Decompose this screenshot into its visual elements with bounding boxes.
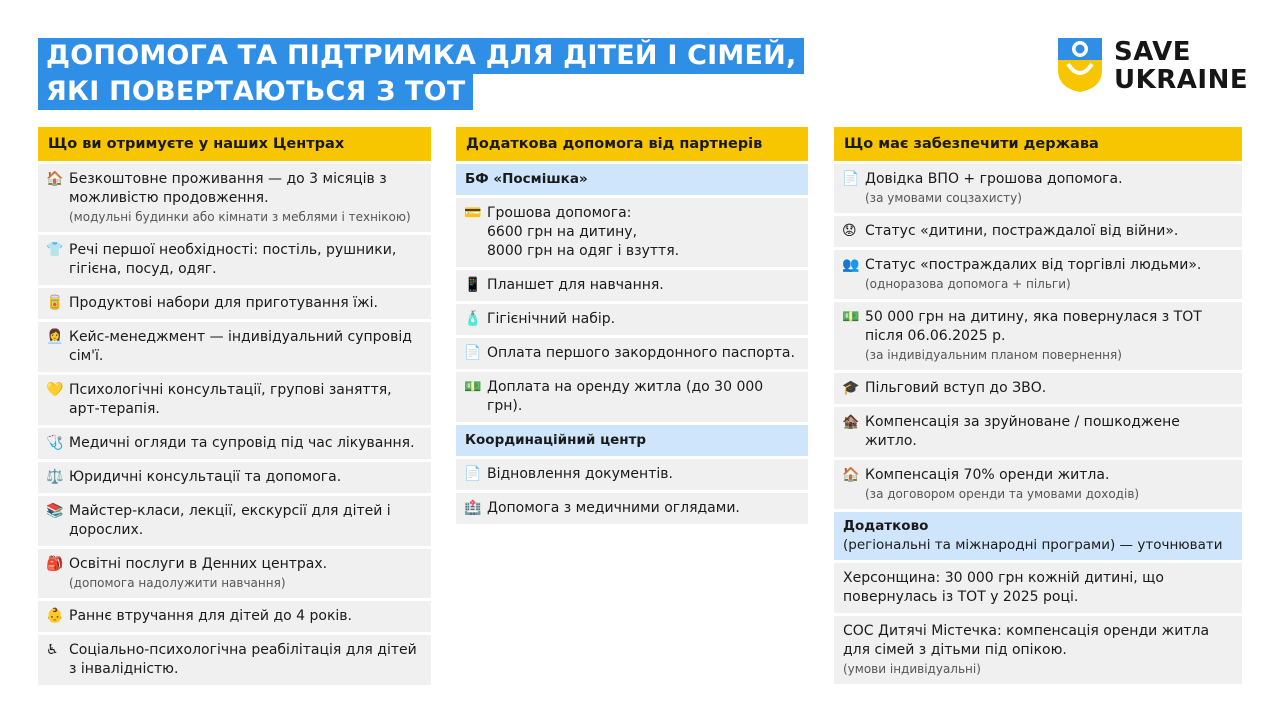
list-item — [834, 216, 1242, 247]
card-icon: 💳 — [464, 205, 482, 221]
item-body — [865, 466, 1234, 503]
list-item — [38, 549, 431, 598]
item-body — [69, 502, 423, 540]
item-body — [69, 641, 423, 679]
save-ukraine-logo — [1058, 38, 1248, 96]
posmishka-list — [456, 198, 808, 422]
page-title — [38, 38, 804, 110]
item-body — [865, 222, 1234, 241]
item-body — [69, 241, 423, 279]
item-body — [69, 328, 423, 366]
item-body — [865, 256, 1234, 293]
column-header: Додаткова допомога від партнерів — [456, 127, 808, 161]
people-icon: 👥 — [842, 257, 860, 273]
our-centers-list — [38, 164, 431, 685]
list-item — [456, 198, 808, 267]
logo-word-save: SAVE — [1114, 37, 1191, 67]
item-text: Гігієнічний набір. — [487, 311, 616, 327]
list-item — [834, 616, 1242, 684]
list-item — [834, 164, 1242, 213]
column-our-centers — [38, 127, 431, 688]
books-icon: 📚 — [46, 503, 64, 519]
item-body — [69, 170, 423, 226]
item-note: (допомога надолужити навчання) — [69, 576, 286, 590]
wheelchair-icon: ♿ — [46, 642, 59, 658]
list-item — [834, 302, 1242, 370]
additional-title: Додатково — [843, 518, 929, 534]
item-text: Раннє втручання для дітей до 4 років. — [69, 608, 353, 624]
logo-text — [1114, 38, 1248, 94]
list-item — [834, 407, 1242, 457]
hygiene-kit-icon: 🧴 — [464, 311, 482, 327]
item-body — [865, 379, 1234, 398]
backpack-icon: 🎒 — [46, 556, 64, 572]
column-header: Що ви отримуєте у наших Центрах — [38, 127, 431, 161]
document-icon: 📄 — [842, 171, 860, 187]
list-item — [456, 270, 808, 301]
item-body — [865, 170, 1234, 207]
item-body — [487, 465, 800, 484]
graduation-cap-icon: 🎓 — [842, 380, 860, 396]
list-item — [834, 460, 1242, 509]
list-item — [38, 462, 431, 493]
scales-icon: ⚖️ — [46, 469, 64, 485]
item-text: Психологічні консультації, групові заняття, арт-терапія. — [69, 382, 392, 417]
list-item — [456, 493, 808, 524]
money-icon: 💵 — [464, 379, 482, 395]
item-body — [487, 344, 800, 363]
additional-subtitle: (регіональні та міжнародні програми) — уточнювати — [843, 537, 1223, 553]
item-text: Грошова допомога: 6600 грн на дитину, 8000 грн на одяг і взуття. — [487, 205, 680, 259]
item-body — [69, 607, 423, 626]
item-text: Речі першої необхідності: постіль, рушники, гігієна, посуд, одяг. — [69, 242, 397, 277]
list-item — [38, 164, 431, 232]
item-body — [487, 378, 800, 416]
logo-word-ukraine: UKRAINE — [1114, 65, 1249, 95]
column-header: Що має забезпечити держава — [834, 127, 1242, 161]
item-text: Безкоштовне проживання — до 3 місяців з можливістю продовження. — [69, 171, 387, 206]
yellow-heart-icon: 💛 — [46, 382, 64, 398]
item-note: (за договором оренди та умовами доходів) — [865, 487, 1140, 501]
tablet-icon: 📱 — [464, 277, 482, 293]
item-body — [843, 622, 1234, 678]
item-body — [487, 276, 800, 295]
baby-icon: 👶 — [46, 608, 64, 624]
section-header-coordination-center: Координаційний центр — [456, 425, 808, 456]
item-text: Компенсація 70% оренди житла. — [865, 467, 1110, 483]
state-list — [834, 164, 1242, 509]
item-text: Кейс-менеджмент — індивідуальний супровід сім'ї. — [69, 329, 412, 364]
list-item — [456, 304, 808, 335]
money-icon: 💵 — [842, 309, 860, 325]
item-note: (модульні будинки або кімнати з меблями і технікою) — [69, 210, 411, 224]
item-note: (за індивідуальним планом повернення) — [865, 348, 1122, 362]
item-body — [69, 555, 423, 592]
item-text: Соціально-психологічна реабілітація для дітей з інвалідністю. — [69, 642, 417, 677]
document-icon: 📄 — [464, 466, 482, 482]
additional-list — [834, 563, 1242, 684]
item-text: Відновлення документів. — [487, 466, 673, 482]
item-body — [69, 434, 423, 453]
house-icon: 🏠 — [46, 171, 64, 187]
damaged-house-icon: 🏚️ — [842, 414, 860, 430]
item-note: (умови індивідуальні) — [843, 662, 981, 676]
item-text: Освітні послуги в Денних центрах. — [69, 556, 328, 572]
list-item — [834, 373, 1242, 404]
title-line-1: ДОПОМОГА ТА ПІДТРИМКА ДЛЯ ДІТЕЙ І СІМЕЙ, — [38, 38, 804, 74]
list-item — [456, 372, 808, 422]
section-header-posmishka: БФ «Посмішка» — [456, 164, 808, 195]
item-note: (за умовами соцзахисту) — [865, 191, 1022, 205]
coordination-center-list — [456, 459, 808, 524]
list-item — [456, 338, 808, 369]
item-text: Доплата на оренду житла (до 30 000 грн). — [487, 379, 764, 414]
logo-shield-icon — [1058, 38, 1102, 92]
item-text: Продуктові набори для приготування їжі. — [69, 295, 378, 311]
list-item — [38, 635, 431, 685]
list-item — [834, 250, 1242, 299]
item-text: Допомога з медичними оглядами. — [487, 500, 740, 516]
stethoscope-icon: 🩺 — [46, 435, 64, 451]
list-item — [38, 288, 431, 319]
list-item — [38, 428, 431, 459]
item-body — [69, 294, 423, 313]
hospital-icon: 🏥 — [464, 500, 482, 516]
list-item — [834, 563, 1242, 613]
column-state — [834, 127, 1242, 687]
list-item — [38, 601, 431, 632]
item-text: Статус «дитини, постраждалої від війни». — [865, 223, 1179, 239]
column-partners — [456, 127, 808, 527]
item-text: Оплата першого закордонного паспорта. — [487, 345, 795, 361]
item-body — [865, 413, 1234, 451]
item-body — [487, 499, 800, 518]
title-line-2: ЯКІ ПОВЕРТАЮТЬСЯ З ТОТ — [38, 74, 473, 110]
item-text: Пільговий вступ до ЗВО. — [865, 380, 1047, 396]
section-header-additional — [834, 512, 1242, 560]
document-icon: 📄 — [464, 345, 482, 361]
item-body — [843, 569, 1234, 607]
item-text: 50 000 грн на дитину, яка повернулася з ТОТ після 06.06.2025 р. — [865, 309, 1202, 344]
item-text: СОС Дитячі Містечка: компенсація оренди житла для сімей з дітьми під опікою. — [843, 623, 1210, 658]
item-text: Медичні огляди та супровід під час лікування. — [69, 435, 415, 451]
item-text: Планшет для навчання. — [487, 277, 664, 293]
list-item — [38, 322, 431, 372]
item-text: Майстер-класи, лекції, екскурсії для дітей і дорослих. — [69, 503, 391, 538]
list-item — [38, 375, 431, 425]
item-body — [865, 308, 1234, 364]
worried-face-icon: 😟 — [842, 223, 857, 239]
item-text: Херсонщина: 30 000 грн кожній дитині, що повернулась із ТОТ у 2025 році. — [843, 570, 1164, 605]
list-item — [38, 496, 431, 546]
item-note: (одноразова допомога + пільги) — [865, 277, 1071, 291]
item-text: Довідка ВПО + грошова допомога. — [865, 171, 1123, 187]
canned-food-icon: 🥫 — [46, 295, 64, 311]
item-text: Компенсація за зруйноване / пошкоджене житло. — [865, 414, 1180, 449]
item-text: Юридичні консультації та допомога. — [69, 469, 342, 485]
house-icon: 🏠 — [842, 467, 860, 483]
item-body — [487, 310, 800, 329]
item-body — [69, 468, 423, 487]
item-body — [69, 381, 423, 419]
list-item — [38, 235, 431, 285]
manager-icon: 👩‍💼 — [46, 329, 64, 345]
item-body — [487, 204, 800, 261]
shirt-icon: 👕 — [46, 242, 64, 258]
item-text: Статус «постраждалих від торгівлі людьми». — [865, 257, 1202, 273]
list-item — [456, 459, 808, 490]
